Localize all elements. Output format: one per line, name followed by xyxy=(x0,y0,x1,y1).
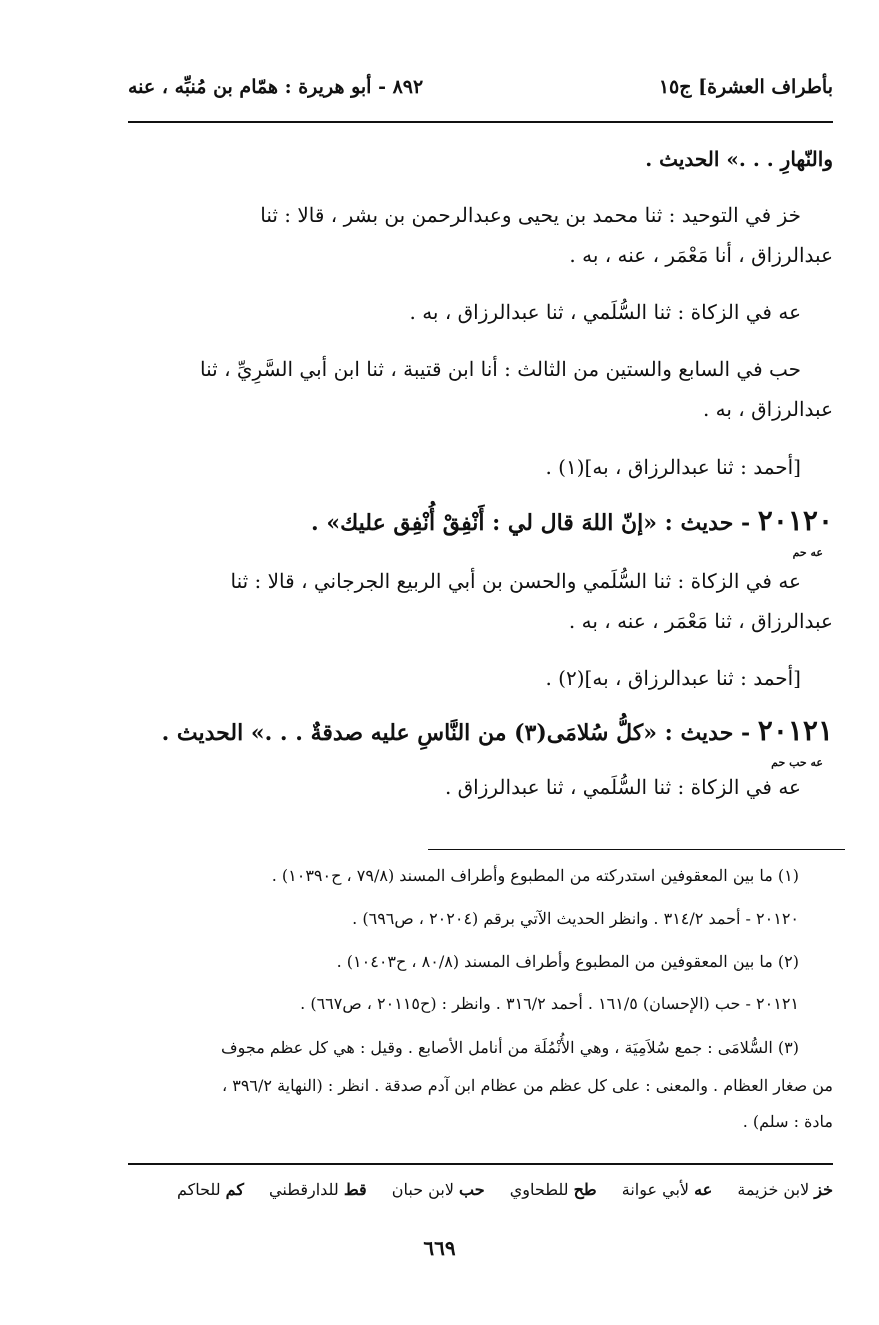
hadith-20121 xyxy=(128,712,833,752)
legend-item: كم للحاكم xyxy=(176,1180,244,1199)
text-line: عبدالرزاق ، به . xyxy=(702,397,833,421)
hadith-text: - حديث : «إنّ اللهَ قال لي : أَنْفِقْ أُنْفِق عليك» . xyxy=(311,510,751,536)
footnote-line: (٢) ما بين المعقوفين من المطبوع وأطراف المسند (٨٠/٨ ، ح١٠٤٠٣) . xyxy=(336,952,799,971)
text-line: عه في الزكاة : ثنا السُّلَمي ، ثنا عبدالرزاق ، به . xyxy=(409,300,801,324)
text-line: [أحمد : ثنا عبدالرزاق ، به](١) . xyxy=(545,455,801,479)
legend-item: خز لابن خزيمة xyxy=(737,1180,833,1199)
legend-item: عه لأبي عوانة xyxy=(621,1180,713,1199)
source-symbols: عه حم xyxy=(792,546,823,559)
footnote-line: (٣) السُّلامَى : جمع سُلاَمِيَة ، وهي الأُنْمُلَة من أنامل الأصابع . وقيل : هي كل عظم مجوف xyxy=(221,1038,799,1057)
text-line: عه في الزكاة : ثنا السُّلَمي والحسن بن أبي الربيع الجرجاني ، قالا : ثنا xyxy=(230,569,801,593)
page-number: ٦٦٩ xyxy=(423,1236,456,1260)
footnote-line: ٢٠١٢٠ - أحمد ٣١٤/٢ . وانظر الحديث الآتي برقم (٢٠٢٠٤ ، ص٦٩٦) . xyxy=(352,909,799,928)
text-line: عبدالرزاق ، أنا مَعْمَر ، عنه ، به . xyxy=(569,243,833,267)
section-title: ٨٩٢ - أبو هريرة : همّام بن مُنبِّه ، عنه xyxy=(128,76,424,98)
legend-item: قط للدارقطني xyxy=(269,1180,367,1199)
running-header xyxy=(128,70,833,110)
text-line: عه في الزكاة : ثنا السُّلَمي ، ثنا عبدالرزاق . xyxy=(444,775,801,799)
hadith-number: ٢٠١٢٠ xyxy=(757,504,833,537)
abbreviation-legend xyxy=(128,1180,833,1199)
legend-item: طح للطحاوي xyxy=(509,1180,597,1199)
footnote-line: (١) ما بين المعقوفين استدركته من المطبوع وأطراف المسند (٧٩/٨ ، ح١٠٣٩٠) . xyxy=(271,866,799,885)
hadith-number: ٢٠١٢١ xyxy=(757,714,833,747)
footnote-line: ٢٠١٢١ - حب (الإحسان) ١٦١/٥ . أحمد ٣١٦/٢ . وانظر : (ح٢٠١١٥ ، ص٦٦٧) . xyxy=(300,994,799,1013)
text-line: عبدالرزاق ، ثنا مَعْمَر ، عنه ، به . xyxy=(568,609,833,633)
footnote-divider xyxy=(428,849,845,850)
header-divider xyxy=(128,121,833,123)
legend-divider xyxy=(128,1163,833,1165)
text-line: والنّهارِ . . .» الحديث . xyxy=(645,147,833,171)
text-line: حب في السابع والستين من الثالث : أنا ابن قتيبة ، ثنا ابن أبي السَّرِيِّ ، ثنا xyxy=(200,357,801,381)
text-line: خز في التوحيد : ثنا محمد بن يحيى وعبدالرحمن بن بشر ، قالا : ثنا xyxy=(260,203,801,227)
source-symbols: عه حب حم xyxy=(771,756,823,769)
hadith-text: - حديث : «كلُّ سُلامَى(٣) من النَّاسِ عليه صدقةٌ . . .» الحديث . xyxy=(161,720,751,746)
footnote-line: من صغار العظام . والمعنى : على كل عظم من عظام ابن آدم صدقة . انظر : (النهاية ٣٩٦/٢ ، xyxy=(221,1076,833,1095)
legend-item: حب لابن حبان xyxy=(391,1180,485,1199)
book-title: بأطراف العشرة] ج١٥ xyxy=(658,76,833,98)
footnote-line: مادة : سلم) . xyxy=(742,1112,833,1131)
hadith-20120 xyxy=(128,502,833,542)
text-line: [أحمد : ثنا عبدالرزاق ، به](٢) . xyxy=(545,666,801,690)
